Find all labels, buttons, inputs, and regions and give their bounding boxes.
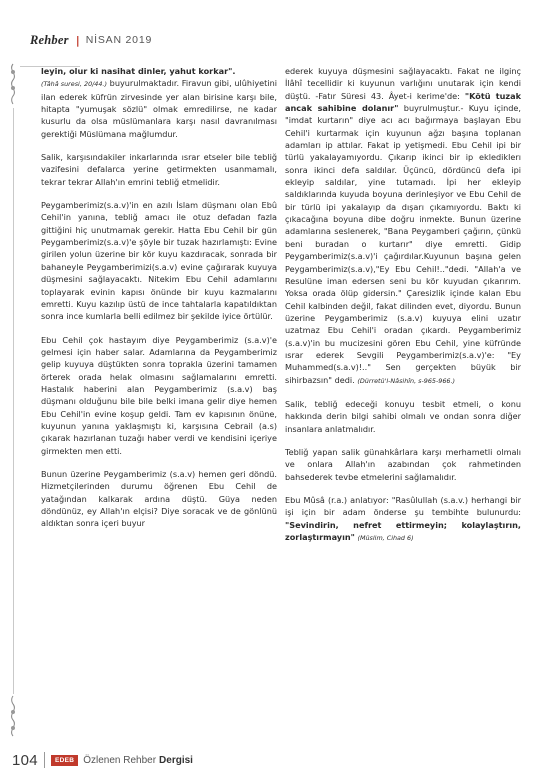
left-column — [41, 65, 277, 530]
paragraph-text: Ebu Mûsâ (r.a.) anlatıyor: "Rasûlullah (s.a.v.) herhangi bir işi için bir adam önderse şu tembihte bulunurdu: — [285, 495, 521, 518]
paragraph: Salik, karşısındakiler inkarlarında ısrar etseler bile tebliğ vazifesini defalarca yerine getirmekten usanmamalı, tekrar tekrar Allah'ın emrini tebliğ etmelidir. — [41, 152, 277, 187]
paragraph-text: buyurulmaktadır. Firavun gibi, ulûhiyetini ilan ederek küfrün zirvesinde yer alan birisine karşı bile, hitapta "yumuşak sözlü" olmak emredilirse, ne kadar kusurlu da olsa müslümanlara karşı nasıl davranılması gerektiği Müslümana mağlumdur. — [41, 78, 277, 139]
ornament-top-icon — [6, 62, 20, 106]
quote: "Sevindirin, nefret ettirmeyin; kolaylaştırın, zorlaştırmayın" — [285, 519, 521, 543]
footer-divider — [44, 752, 45, 768]
paragraph — [285, 65, 521, 387]
paragraph: Tebliğ yapan salik günahkârlara karşı merhametli olmalı ve onlara Allah'ın azabından çok rahmetinden bahsederek tevbe etmelerini sağlamalıdır. — [285, 446, 521, 482]
quote: "Kötü tuzak ancak sahibine dolanır" — [285, 90, 521, 114]
source-citation: (Dürretü'l-Nâsihîn, s-965-966.) — [357, 376, 456, 385]
ornament-bottom-icon — [6, 694, 20, 738]
header-separator: | — [75, 33, 80, 47]
paragraph-text: ederek kuyuya düşmesini sağlayacaktı. Fakat ne ilginç İlâhî tecellidir ki kuyunun varlığını unutarak için kendi düştü. -Fatır Süresi 43. Âyet-i kerime'de: — [285, 66, 521, 101]
issue-date: NİSAN 2019 — [85, 34, 153, 46]
magazine-brand: Rehber — [30, 32, 69, 47]
magazine-name-strong: Dergisi — [159, 754, 193, 766]
margin-rule — [13, 108, 14, 694]
page-number: 104 — [12, 751, 38, 769]
source-citation: (Müslim, Cihad 6) — [357, 534, 414, 543]
page-header — [30, 33, 152, 47]
quote: leyin, olur ki nasihat dinler, yahut korkar". — [41, 66, 236, 76]
paragraph: Ebu Cehil çok hastayım diye Peygamberimiz (s.a.v)'e gelmesi için haber salar. Adamlarına da Peygamberimiz gelip kuyuya düştükten sonra toprakla üzerini tamamen örterek orada helak olmasını sağlamalarını emretti. Hastalık haberini alan Peygamberimiz (s.a.v) baş düşmanı olduğunu bile bile belki imana gelir diye hemen Ebu Cehil'in evine koşup geldi. Tam ev kapısının önüne, kuyunun yanına yaklaşmıştı ki, karşısına Cebrail (a.s) çıkarak hazırlanan tuzağı haber verdi ve kendisini içeriye girmekten men etti. — [41, 334, 277, 456]
magazine-name: Özlenen Rehber — [83, 754, 157, 766]
paragraph — [285, 494, 521, 544]
source-citation: (Tâhâ suresi, 20/44.) — [41, 80, 107, 89]
paragraph-text: buyrulmuştur.- Kuyu içinde, "imdat kurtarın" diye acı acı bağırmaya başlayan Ebu Cehil'i kurtarmak için kuyunun ağzı başına toplanan adamları ip attılar. Fakat ip yetişmedi. Ebu Cehil ipi bir türlü yakalayamıyordu. Çıkarıp ikinci bir ip eklediklerı sonra ikinci defa saldılar. Üçüncü, dördüncü defa ipi ekleyip saldılar, yine tutamadı. İpi her ekleyip saldıklarında kuyuda boyuna derinleşiyor ve Ebu Cehil de bir türlü ipi yakalayıp da dışarı çıkamıyordu. Baktı ki çıkacağına boyuna dibe doğru inmekte. Bunun üzerine adamlarına seslenerek, "Bana Peygamberi çağırın, çünkü beni buradan o kurtarır" diye emretti. Gidip Peygamberimiz(s.a.v)'i çağırdılar.Kuyunun başına gelen Peygamberimiz(s.a.v),"Ey Ebu Cehil!.."dedi. "Allah'a ve Resulüne iman edersen seni bu kör kuyudan çıkarırım. Yoksa orada ölüp gidersin." Çaresizlik içinde kalan Ebu Cehil kalbinden değil, fakat dilinden evet, diyordu. Bunun üzerine Peygamberimiz (s.a.v) kuyuya elini uzatır uzatmaz Ebu Cehil'i oradan çıkardı. Peygamberimiz (s.a.v)'in bu mucizesini gören Ebu Cehil, yine küfründe ısrar ederek Sevgili Peygamberimiz(s.a.v)'e: "Ey Muhammed(s.a.v)!.." Sen gerçekten büyük bir sihirbazsın" dedi. — [285, 103, 522, 385]
paragraph: Salik, tebliğ edeceği konuyu tesbit etmeli, o konu hakkında derin bilgi sahibi olmalı ve ondan sonra diğer insanlara anlatmalıdır. — [285, 398, 521, 434]
right-column — [285, 65, 521, 544]
page-footer — [12, 752, 193, 768]
paragraph: Bunun üzerine Peygamberimiz (s.a.v) hemen geri döndü. Hizmetçilerinden durumu öğrenen Ebu Cehil de yatağından kalkarak ardına düştü. Güya neden döndünüz, ey Allah'ın elçisi? Diye soracak ve de gönlünü aldıktan sonra içeri buyur — [41, 468, 277, 529]
section-badge: EDEB — [51, 755, 78, 766]
paragraph: Peygamberimiz(s.a.v)'in en azılı İslam düşmanı olan Ebû Cehil'in yanına, tebliğ amacı ile otuz defadan fazla gittiğini hiç unutmamak gerekir. Hatta Ebu Cehil bir gün Peygamberimiz(s.a.v)'e şöyle bir tuzak hazırlamıştı: Evine girilen yolun üzerine bir kör kuyu kazdıracak, sonrada bir bahaneyle Peygamberimizi(s.a.v) evine çağırarak kuyuya düşmesini sağlayacaktı. Nitekim Ebu Cehil adamlarını toplayarak evinin kapısı önünde bir kuyu kazmalarını emretti. Kuyu kazılıp üstü de ince tahtalarla kapatıldıktan sonra ince kumlarla belli edilmez bir şekilde iyice örtülür. — [41, 200, 277, 322]
paragraph — [41, 65, 277, 140]
